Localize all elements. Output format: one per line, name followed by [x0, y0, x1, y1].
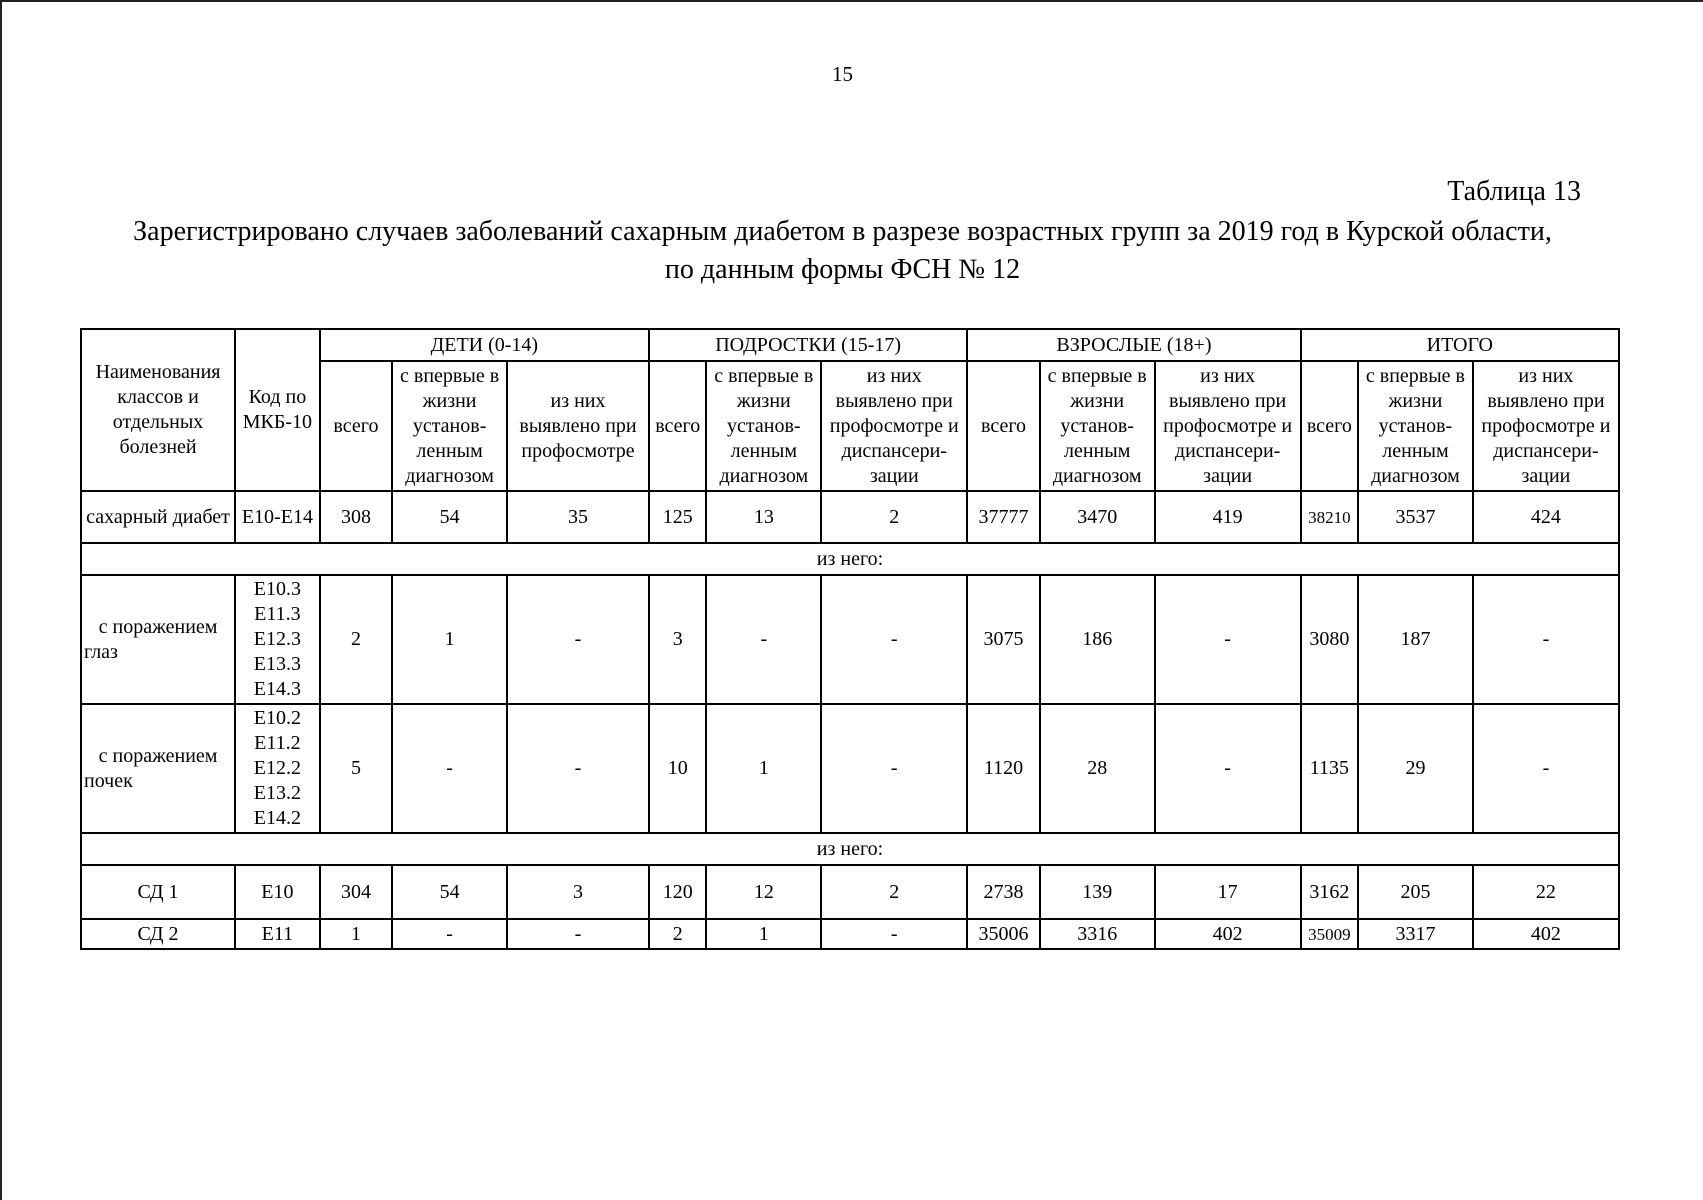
cell: - [392, 704, 507, 833]
row-name: СД 1 [81, 865, 235, 919]
cell: 424 [1473, 491, 1619, 543]
cell: - [1155, 575, 1301, 704]
note-label: из него: [81, 833, 1619, 865]
cell: 1 [320, 919, 393, 949]
cell: 35009 [1301, 919, 1358, 949]
note-row [81, 543, 1619, 575]
diabetes-table [80, 328, 1620, 950]
cell: 1135 [1301, 704, 1358, 833]
cell: 2738 [967, 865, 1040, 919]
cell: - [392, 919, 507, 949]
cell: - [821, 919, 967, 949]
row-code: Е11 [235, 919, 320, 949]
code-line: Е12.2 [253, 757, 301, 779]
cell: 3316 [1040, 919, 1155, 949]
cell: 402 [1155, 919, 1301, 949]
header-total: всего [649, 361, 706, 491]
cell: - [821, 704, 967, 833]
code-line: Е10.2 [253, 707, 301, 729]
header-code: Код по МКБ-10 [235, 329, 320, 491]
cell: 12 [706, 865, 821, 919]
cell: 3 [649, 575, 706, 704]
header-total: всего [967, 361, 1040, 491]
cell: 13 [706, 491, 821, 543]
cell: - [507, 704, 649, 833]
header-total: всего [1301, 361, 1358, 491]
row-codes [235, 704, 320, 833]
header-group-children: ДЕТИ (0-14) [320, 329, 649, 361]
row-name: СД 2 [81, 919, 235, 949]
note-row [81, 833, 1619, 865]
cell: 186 [1040, 575, 1155, 704]
cell: 10 [649, 704, 706, 833]
cell: 17 [1155, 865, 1301, 919]
header-first-diagnosed: с впервые в жизни установ-ленным диагнозом [1040, 361, 1155, 491]
cell: 3080 [1301, 575, 1358, 704]
table-row [81, 919, 1619, 949]
cell: 37777 [967, 491, 1040, 543]
header-group-teens: ПОДРОСТКИ (15-17) [649, 329, 967, 361]
cell: 308 [320, 491, 393, 543]
cell: 402 [1473, 919, 1619, 949]
cell: 3 [507, 865, 649, 919]
page-edge-left [0, 0, 2, 1200]
code-line: Е13.3 [253, 653, 301, 675]
header-found-checkup: из них выявлено при профосмотре [507, 361, 649, 491]
cell: 1 [392, 575, 507, 704]
header-group-total: ИТОГО [1301, 329, 1619, 361]
row-code: Е10-Е14 [235, 491, 320, 543]
cell: 3470 [1040, 491, 1155, 543]
code-line: Е11.3 [254, 603, 301, 625]
row-name: с поражением почек [81, 704, 235, 833]
cell: 2 [320, 575, 393, 704]
header-first-diagnosed: с впервые в жизни установ-ленным диагнозом [706, 361, 821, 491]
cell: 120 [649, 865, 706, 919]
cell: 2 [821, 865, 967, 919]
cell: - [507, 919, 649, 949]
row-codes [235, 575, 320, 704]
code-line: Е14.3 [253, 678, 301, 700]
row-code: Е10 [235, 865, 320, 919]
cell: 1120 [967, 704, 1040, 833]
cell: 22 [1473, 865, 1619, 919]
title-line-1: Зарегистрировано случаев заболеваний сахарным диабетом в разрезе возрастных групп за 2019 год в Курской области, [133, 216, 1552, 247]
title-line-2: по данным формы ФСН № 12 [664, 254, 1021, 285]
cell: 54 [392, 865, 507, 919]
cell: - [1155, 704, 1301, 833]
table-row [81, 865, 1619, 919]
cell: 304 [320, 865, 393, 919]
note-label: из него: [81, 543, 1619, 575]
cell: 3537 [1358, 491, 1473, 543]
cell: 28 [1040, 704, 1155, 833]
cell: 2 [649, 919, 706, 949]
row-name: с поражением глаз [81, 575, 235, 704]
code-line: Е11.2 [254, 732, 301, 754]
cell: - [1473, 575, 1619, 704]
page-number: 15 [832, 62, 853, 86]
cell: 35 [507, 491, 649, 543]
header-found-checkup: из них выявлено при профосмотре и диспансери-зации [1155, 361, 1301, 491]
header-row-groups [81, 329, 1619, 361]
table-row [81, 704, 1619, 833]
cell: 38210 [1301, 491, 1358, 543]
header-found-checkup: из них выявлено при профосмотре и диспансери-зации [821, 361, 967, 491]
cell: 205 [1358, 865, 1473, 919]
cell: 2 [821, 491, 967, 543]
table-row [81, 575, 1619, 704]
cell: 35006 [967, 919, 1040, 949]
cell: 419 [1155, 491, 1301, 543]
code-line: Е12.3 [253, 628, 301, 650]
page-edge-top [0, 0, 1703, 2]
table-title [60, 213, 1625, 289]
header-total: всего [320, 361, 393, 491]
header-group-adults: ВЗРОСЛЫЕ (18+) [967, 329, 1300, 361]
cell: 1 [706, 919, 821, 949]
cell: 139 [1040, 865, 1155, 919]
cell: 3162 [1301, 865, 1358, 919]
code-line: Е14.2 [253, 807, 301, 829]
cell: 54 [392, 491, 507, 543]
cell: 3075 [967, 575, 1040, 704]
cell: - [507, 575, 649, 704]
cell: 29 [1358, 704, 1473, 833]
cell: - [706, 575, 821, 704]
cell: 187 [1358, 575, 1473, 704]
cell: 125 [649, 491, 706, 543]
header-found-checkup: из них выявлено при профосмотре и диспансери-зации [1473, 361, 1619, 491]
row-name: сахарный диабет [81, 491, 235, 543]
cell: - [1473, 704, 1619, 833]
cell: - [821, 575, 967, 704]
header-first-diagnosed: с впервые в жизни установ-ленным диагнозом [392, 361, 507, 491]
table-label: Таблица 13 [1447, 176, 1581, 207]
code-line: Е13.2 [253, 782, 301, 804]
header-first-diagnosed: с впервые в жизни установ-ленным диагнозом [1358, 361, 1473, 491]
cell: 5 [320, 704, 393, 833]
cell: 3317 [1358, 919, 1473, 949]
table-row [81, 491, 1619, 543]
cell: 1 [706, 704, 821, 833]
code-line: Е10.3 [253, 578, 301, 600]
header-name: Наименования классов и отдельных болезней [81, 329, 235, 491]
